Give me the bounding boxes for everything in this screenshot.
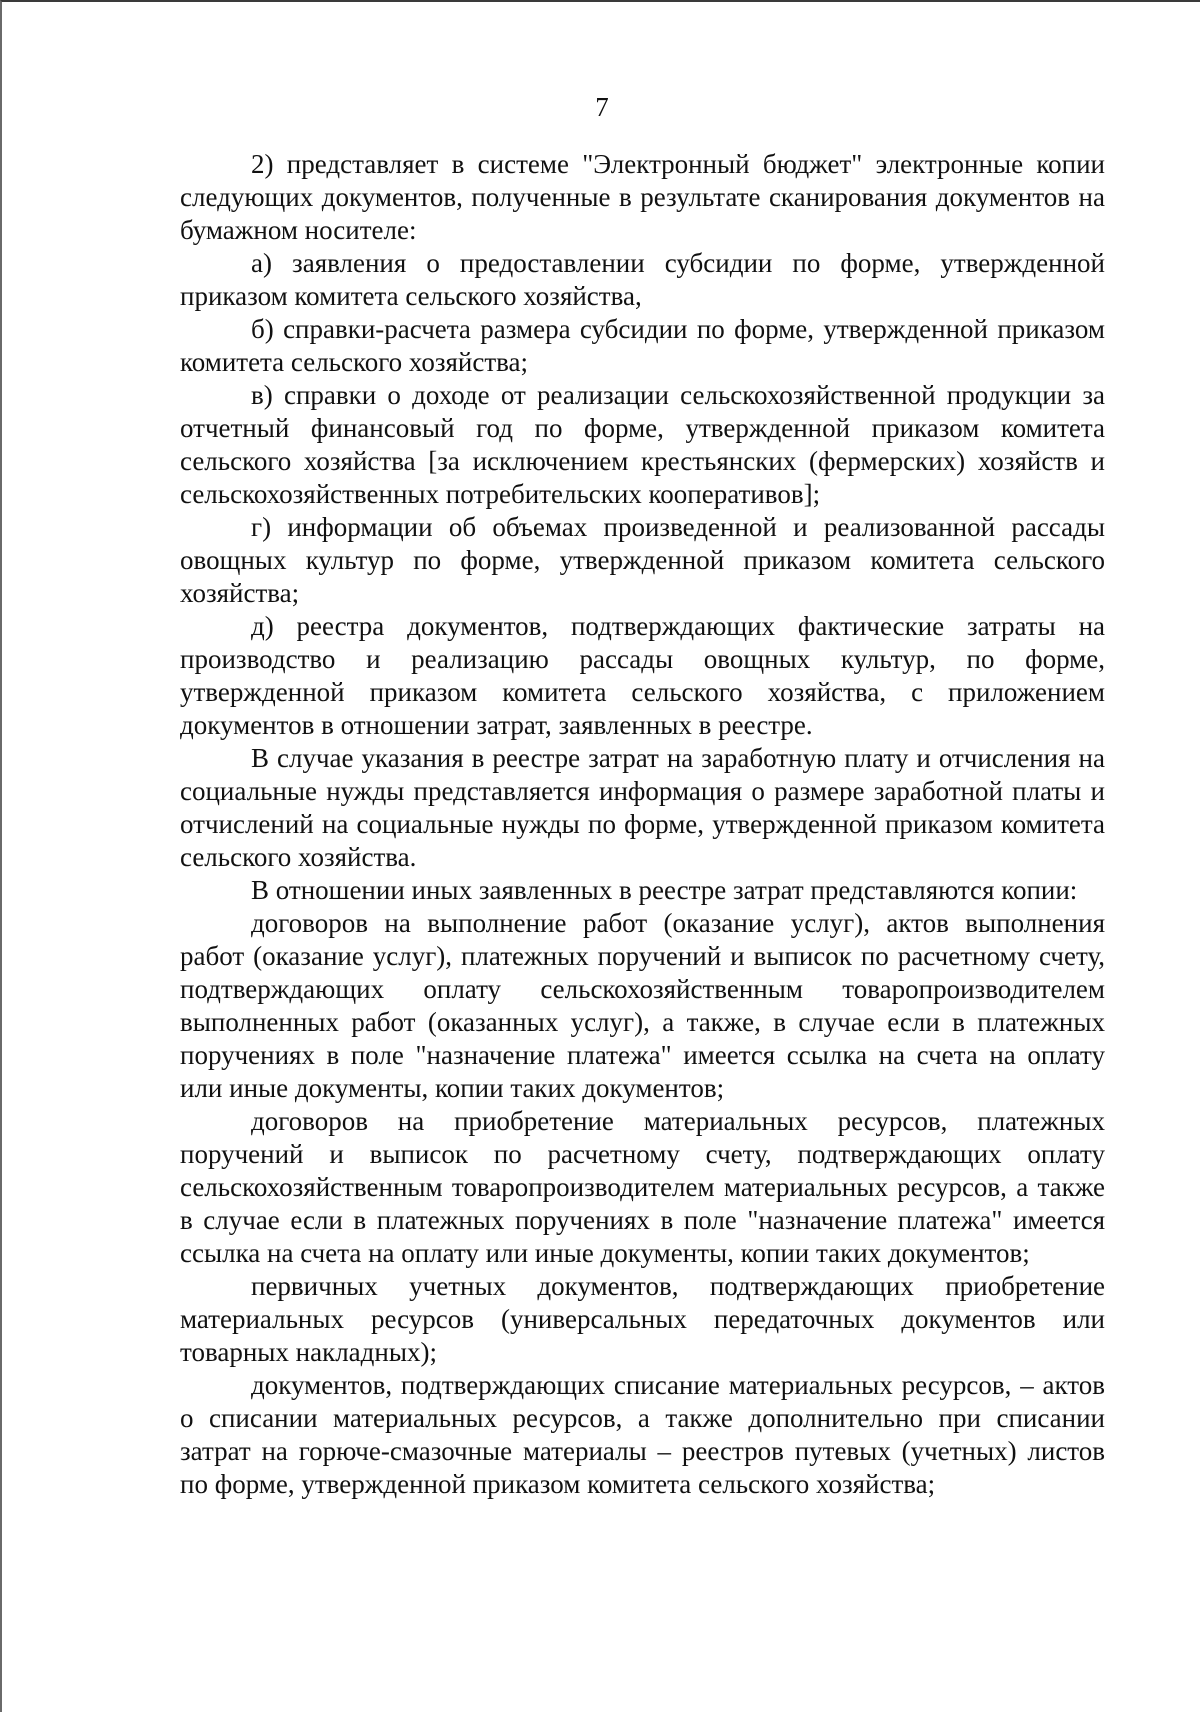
paragraph-subitem-a: а) заявления о предоставлении субсидии по форме, утвержденной приказом комитета сельского хозяйства, <box>180 248 1105 311</box>
paragraph-material-contracts: договоров на приобретение материальных ресурсов, платежных поручений и выписок по расчетному счету, подтверждающих оплату сельскохозяйственным товаропроизводителем материальных ресурсов, а также в случае если в платежных поручениях в поле "назначение платежа" имеется ссылка на счета на оплату или иные документы, копии таких документов; <box>180 1106 1105 1268</box>
paragraph-subitem-g: г) информации об объемах произведенной и реализованной рассады овощных культур по форме, утвержденной приказом комитета сельского хозяйства; <box>180 512 1105 608</box>
paragraph-salary-case: В случае указания в реестре затрат на заработную плату и отчисления на социальные нужды представляется информация о размере заработной платы и отчислений на социальные нужды по форме, утвержденной приказом комитета сельского хозяйства. <box>180 743 1105 872</box>
paragraph-subitem-b: б) справки-расчета размера субсидии по форме, утвержденной приказом комитета сельского хозяйства; <box>180 314 1105 377</box>
paragraph-subitem-v: в) справки о доходе от реализации сельскохозяйственной продукции за отчетный финансовый год по форме, утвержденной приказом комитета сельского хозяйства [за исключением крестьянских (фермерских) хозяйств и сельскохозяйственных потребительских кооперативов]; <box>180 380 1105 509</box>
paragraph-write-off-documents: документов, подтверждающих списание материальных ресурсов, – актов о списании материальных ресурсов, а также дополнительно при списании затрат на горюче-смазочные материалы – реестров путевых (учетных) листов по форме, утвержденной приказом комитета сельского хозяйства; <box>180 1370 1105 1499</box>
paragraph-item-2: 2) представляет в системе "Электронный бюджет" электронные копии следующих документов, полученные в результате сканирования документов на бумажном носителе: <box>180 149 1105 245</box>
document-body <box>180 148 1105 1501</box>
paragraph-primary-documents: первичных учетных документов, подтверждающих приобретение материальных ресурсов (универсальных передаточных документов или товарных накладных); <box>180 1271 1105 1367</box>
page-number: 7 <box>595 92 609 122</box>
paragraph-other-costs: В отношении иных заявленных в реестре затрат представляются копии: <box>251 875 1078 905</box>
paragraph-work-contracts: договоров на выполнение работ (оказание услуг), актов выполнения работ (оказание услуг), платежных поручений и выписок по расчетному счету, подтверждающих оплату сельскохозяйственным товаропроизводителем выполненных работ (оказанных услуг), а также, в случае если в платежных поручениях в поле "назначение платежа" имеется ссылка на счета на оплату или иные документы, копии таких документов; <box>180 908 1105 1103</box>
paragraph-subitem-d: д) реестра документов, подтверждающих фактические затраты на производство и реализацию рассады овощных культур, по форме, утвержденной приказом комитета сельского хозяйства, с приложением документов в отношении затрат, заявленных в реестре. <box>180 611 1105 740</box>
